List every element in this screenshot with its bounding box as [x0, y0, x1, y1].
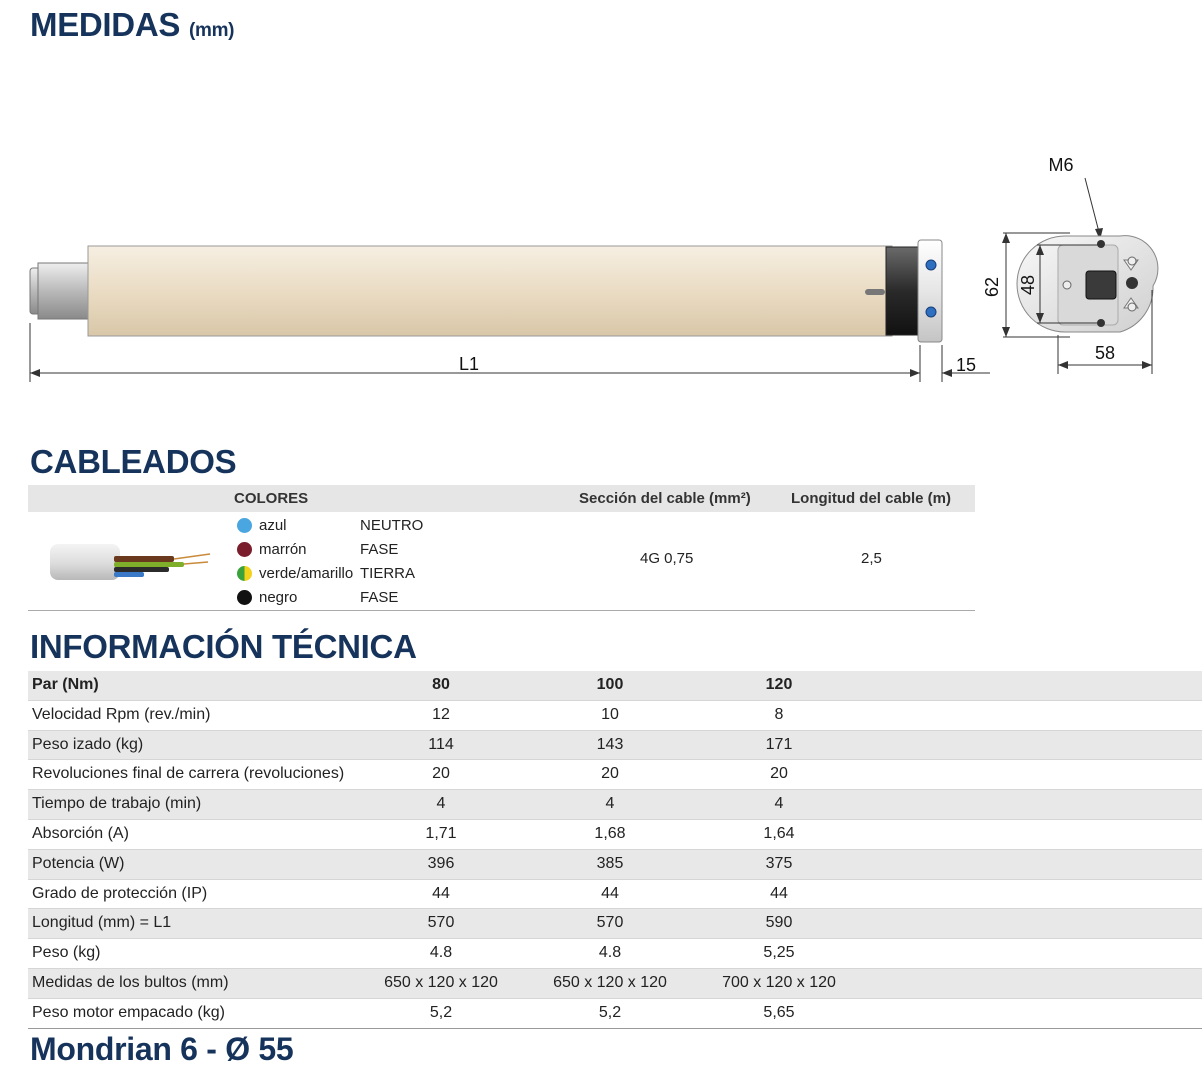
wire-green — [114, 562, 184, 567]
wire-function: FASE — [360, 589, 399, 606]
dim-62-label: 62 — [982, 276, 1002, 298]
tech-row-label: Revoluciones final de carrera (revoluciones) — [32, 765, 345, 783]
small-screw-right-top — [1128, 257, 1136, 265]
tech-row-label: Grado de protección (IP) — [32, 884, 208, 902]
dim-l1-label: L1 — [458, 354, 480, 374]
tech-cell-value: 171 — [765, 735, 793, 753]
medidas-title-text: MEDIDAS — [30, 6, 181, 43]
table-row — [28, 880, 1202, 910]
table-row — [28, 850, 1202, 880]
tech-cell-value: 590 — [765, 914, 793, 932]
wire-swatch-blue — [237, 518, 252, 533]
dim-58-arrow-right — [1142, 361, 1152, 369]
tech-cell-value: 5,65 — [763, 1003, 795, 1021]
dim-l1-arrow-right — [910, 369, 920, 377]
wire-brown — [114, 556, 174, 562]
wire-color-name: marrón — [259, 541, 307, 558]
wire-black — [114, 567, 169, 572]
tech-cell-value: 4 — [605, 795, 615, 813]
tech-cell-value: 4 — [774, 795, 784, 813]
cable-header-section: Sección del cable (mm²) — [579, 490, 751, 507]
table-row — [28, 909, 1202, 939]
shaft — [38, 263, 88, 319]
table-row — [28, 790, 1202, 820]
tech-cell-value: 8 — [774, 705, 784, 723]
copper-strand-2 — [184, 562, 208, 564]
table-row — [28, 731, 1202, 761]
dim-58-arrow-left — [1058, 361, 1068, 369]
tech-row-label: Peso (kg) — [32, 944, 101, 962]
cable-header-colors: COLORES — [234, 490, 309, 507]
tech-cell-value: 5,25 — [763, 944, 795, 962]
tech-row-label: Peso izado (kg) — [32, 735, 144, 753]
wire-swatch-black — [237, 590, 252, 605]
cable-table-body — [28, 512, 975, 611]
tech-row-label: Velocidad Rpm (rev./min) — [32, 705, 211, 723]
end-view-drawing — [960, 140, 1200, 380]
tech-cell-value: 44 — [432, 884, 450, 902]
table-row — [28, 820, 1202, 850]
tech-header-torque: 120 — [765, 676, 793, 693]
section-title-informacion: INFORMACIÓN TÉCNICA — [30, 628, 417, 665]
tech-cell-value: 4.8 — [598, 944, 622, 962]
cable-header-length: Longitud del cable (m) — [791, 490, 951, 507]
table-row — [28, 969, 1202, 999]
cap-screw-top — [926, 260, 936, 270]
section-title-cableados: CABLEADOS — [30, 443, 237, 480]
tube-slot — [865, 289, 885, 295]
dim-15-label: 15 — [955, 355, 977, 375]
tech-cell-value: 700 x 120 x 120 — [722, 973, 836, 991]
wire-function: NEUTRO — [360, 517, 424, 534]
wire-swatch-green-yellow — [237, 566, 252, 581]
wire-color-name: verde/amarillo — [259, 565, 354, 582]
tech-cell-value: 650 x 120 x 120 — [553, 973, 667, 991]
small-screw-left — [1063, 281, 1071, 289]
copper-strand — [174, 554, 210, 559]
tech-header-label: Par (Nm) — [32, 676, 99, 693]
tech-header-row — [28, 671, 1202, 701]
motor-head — [886, 247, 920, 335]
m6-hole-top — [1097, 240, 1105, 248]
small-screw-right-bottom — [1128, 303, 1136, 311]
wire-color-name: azul — [259, 517, 287, 534]
wire-blue — [114, 572, 144, 577]
tech-cell-value: 1,71 — [425, 824, 457, 842]
section-title-medidas — [30, 6, 234, 44]
tech-row-label: Potencia (W) — [32, 854, 125, 872]
tech-cell-value: 44 — [601, 884, 619, 902]
dim-62-arrow-bottom — [1002, 327, 1010, 337]
side-hole — [1126, 277, 1138, 289]
tech-cell-value: 650 x 120 x 120 — [384, 973, 498, 991]
table-row — [28, 701, 1202, 731]
thread-label: M6 — [1048, 155, 1074, 175]
cap-screw-bottom — [926, 307, 936, 317]
tech-header-torque: 100 — [596, 676, 624, 693]
tube-body — [88, 246, 892, 336]
table-row — [28, 939, 1202, 969]
tech-cell-value: 12 — [432, 705, 450, 723]
cable-table — [28, 485, 975, 611]
tech-cell-value: 5,2 — [598, 1003, 622, 1021]
tech-cell-value: 4.8 — [429, 944, 453, 962]
dim-62-arrow-top — [1002, 233, 1010, 243]
cable-section-value: 4G 0,75 — [640, 550, 694, 567]
tech-cell-value: 570 — [596, 914, 624, 932]
tech-row-label: Medidas de los bultos (mm) — [32, 973, 229, 991]
dim-58-label: 58 — [1094, 343, 1116, 363]
tech-cell-value: 396 — [427, 854, 455, 872]
wire-swatch-brown — [237, 542, 252, 557]
tech-table — [28, 671, 1202, 1029]
cable-table-header — [28, 485, 975, 512]
tech-cell-value: 5,2 — [429, 1003, 453, 1021]
tech-row-label: Longitud (mm) = L1 — [32, 914, 172, 932]
tech-cell-value: 385 — [596, 854, 624, 872]
tech-cell-value: 4 — [436, 795, 446, 813]
tech-cell-value: 10 — [601, 705, 619, 723]
tech-row-label: Absorción (A) — [32, 824, 129, 842]
end-cap — [918, 240, 942, 342]
tech-row-label: Peso motor empacado (kg) — [32, 1003, 225, 1021]
tech-cell-value: 1,68 — [594, 824, 626, 842]
wire-function: TIERRA — [360, 565, 416, 582]
wire-color-name: negro — [259, 589, 298, 606]
table-row — [28, 999, 1202, 1029]
tech-cell-value: 375 — [765, 854, 793, 872]
cable-image — [48, 532, 218, 590]
tech-cell-value: 44 — [770, 884, 788, 902]
tech-cell-value: 1,64 — [763, 824, 795, 842]
tech-cell-value: 20 — [432, 765, 450, 783]
tech-header-torque: 80 — [432, 676, 450, 693]
tech-cell-value: 570 — [427, 914, 455, 932]
dim-15-arrow — [942, 369, 952, 377]
thread-leader — [1085, 178, 1100, 236]
wire-function: FASE — [360, 541, 399, 558]
dim-l1-arrow-left — [30, 369, 40, 377]
tech-cell-value: 20 — [770, 765, 788, 783]
drive-square — [1086, 271, 1116, 299]
tech-cell-value: 143 — [596, 735, 624, 753]
tech-cell-value: 114 — [428, 735, 454, 753]
cable-jacket — [50, 544, 120, 580]
motor-tube-drawing — [0, 60, 1000, 390]
cable-length-value: 2,5 — [861, 550, 882, 567]
dim-48-label: 48 — [1018, 274, 1038, 296]
model-title: Mondrian 6 - Ø 55 — [30, 1031, 294, 1067]
table-row — [28, 760, 1202, 790]
tech-cell-value: 20 — [601, 765, 619, 783]
medidas-unit: (mm) — [188, 20, 235, 41]
tech-row-label: Tiempo de trabajo (min) — [32, 795, 202, 813]
